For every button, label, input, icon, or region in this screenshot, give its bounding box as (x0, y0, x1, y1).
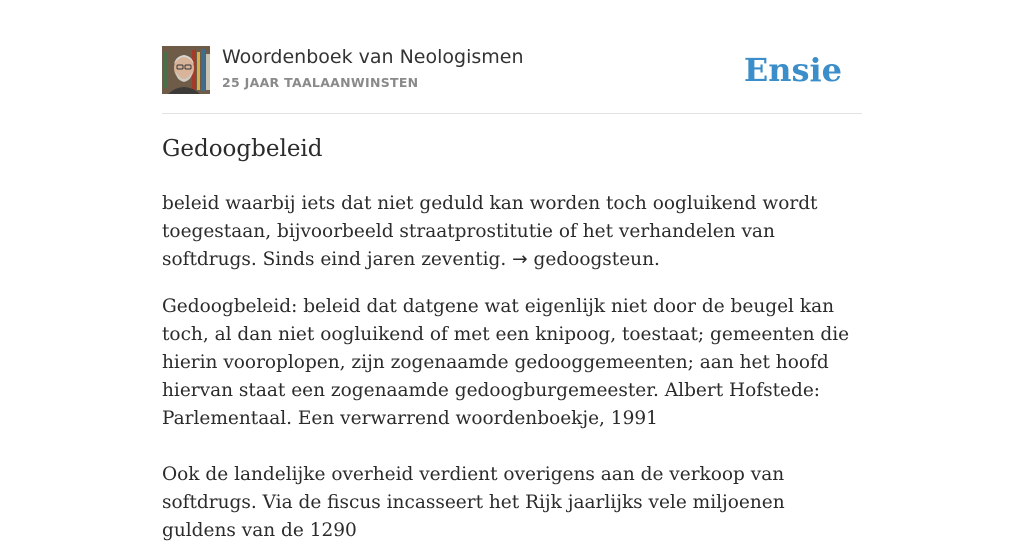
cross-reference-link[interactable]: gedoogsteun. (527, 249, 660, 270)
definition-text: beleid waarbij iets dat niet geduld kan worden toch oogluikend wordt toegestaan, bijvoorbeeld straatprostitutie of het verhandelen van softdrugs. Sinds eind jaren zeventig. (162, 193, 818, 270)
site-title[interactable]: Woordenboek van Neologismen (222, 46, 524, 68)
arrow-right-icon: → (512, 249, 528, 270)
site-subtitle: 25 JAAR TAALAANWINSTEN (222, 75, 419, 90)
entry-citation: Gedoogbeleid: beleid dat datgene wat eigenlijk niet door de beugel kan toch, al dan niet oogluikend of met een knipoog, toestaat; gemeenten die hierin vooroplopen, zijn zogenaamde gedooggemeenten; aan het hoofd hiervan staat een zogenaamde gedoogburgemeester. Albert Hofstede: Parlementaal. Een verwarrend woordenboekje, 1991 (162, 296, 850, 429)
avatar[interactable] (162, 46, 210, 94)
site-header (162, 0, 862, 114)
entry-title: Gedoogbeleid (162, 136, 323, 162)
page (162, 0, 862, 541)
entry-citation-second: Ook de landelijke overheid verdient overigens aan de verkoop van softdrugs. Via de fiscus incasseert het Rijk jaarlijks vele miljoenen guldens van de 1290 (162, 464, 785, 541)
avatar-photo-icon (162, 46, 210, 94)
brand-logo[interactable]: Ensie (743, 51, 842, 89)
entry-definition (162, 190, 862, 274)
